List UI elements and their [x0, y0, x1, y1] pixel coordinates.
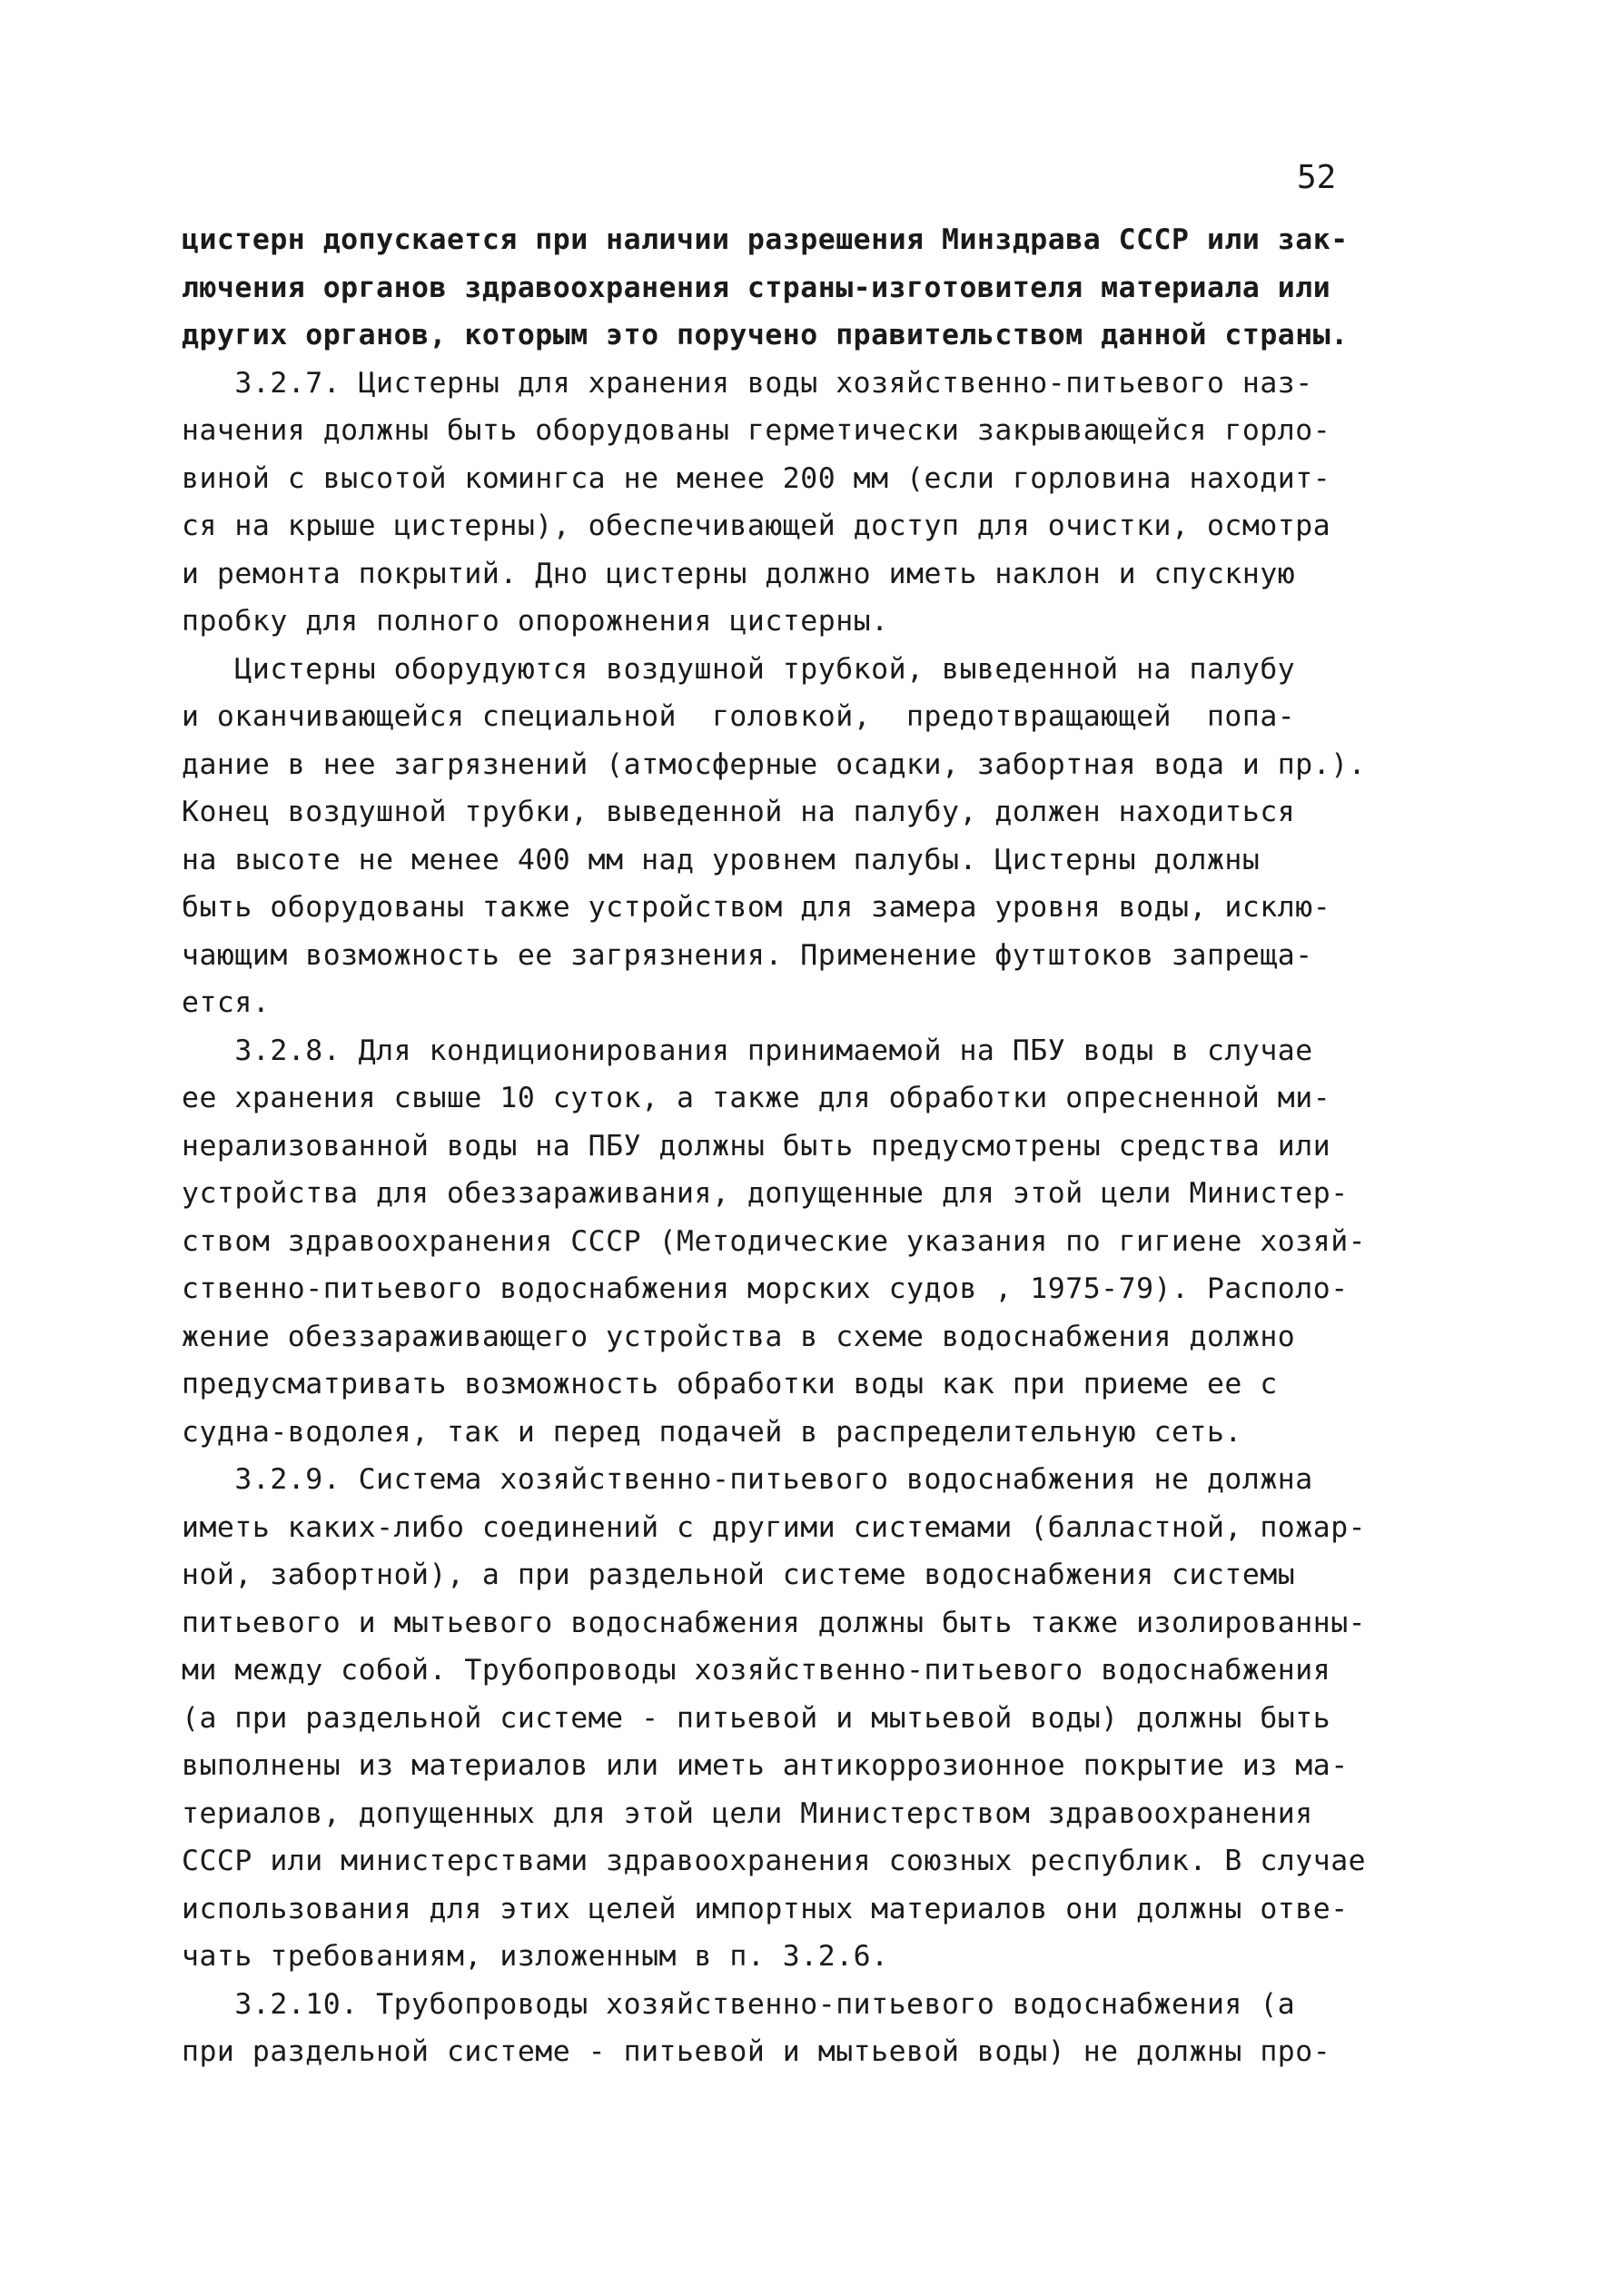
text-line: выполнены из материалов или иметь антикоррозионное покрытие из ма-	[182, 1749, 1349, 1782]
text-line: Цистерны оборудуются воздушной трубкой, выведенной на палубу	[182, 652, 1296, 686]
text-line: виной с высотой комингса не менее 200 мм (если горловина находит-	[182, 461, 1331, 495]
text-line: чающим возможность ее загрязнения. Применение футштоков запреща-	[182, 938, 1313, 972]
text-line: 3.2.9. Система хозяйственно-питьевого водоснабжения не должна	[182, 1463, 1313, 1496]
text-line: других органов, которым это поручено правительством данной страны.	[182, 319, 1349, 351]
text-line: Конец воздушной трубки, выведенной на палубу, должен находиться	[182, 796, 1296, 828]
text-line: ной, забортной), а при раздельной системе водоснабжения системы	[182, 1559, 1296, 1591]
text-line: 3.2.8. Для кондиционирования принимаемой на ПБУ воды в случае	[182, 1034, 1313, 1067]
text-line: при раздельной системе - питьевой и мытьевой воды) не должны про-	[182, 2035, 1331, 2068]
text-line: пробку для полного опорожнения цистерны.	[182, 605, 889, 638]
text-line: иметь каких-либо соединений с другими системами (балластной, пожар-	[182, 1510, 1367, 1544]
text-line: предусматривать возможность обработки воды как при приеме ее с	[182, 1368, 1278, 1400]
text-line: 3.2.10. Трубопроводы хозяйственно-питьевого водоснабжения (а	[182, 1987, 1296, 2021]
text-line: и оканчивающейся специальной головкой, предотвращающей попа-	[182, 700, 1296, 733]
text-line: ся на крыше цистерны), обеспечивающей доступ для очистки, осмотра	[182, 510, 1331, 542]
text-line: териалов, допущенных для этой цели Министерством здравоохранения	[182, 1796, 1313, 1830]
text-line: ством здравоохранения СССР (Методические указания по гигиене хозяй-	[182, 1224, 1367, 1258]
text-line: устройства для обеззараживания, допущенные для этой цели Министер-	[182, 1177, 1349, 1210]
text-line: ственно-питьевого водоснабжения морских судов , 1975-79). Располо-	[182, 1272, 1349, 1305]
text-line: жение обеззараживающего устройства в схеме водоснабжения должно	[182, 1320, 1296, 1353]
text-line: быть оборудованы также устройством для замера уровня воды, исклю-	[182, 891, 1331, 924]
text-line: ми между собой. Трубопроводы хозяйственно-питьевого водоснабжения	[182, 1654, 1331, 1687]
text-line: питьевого и мытьевого водоснабжения должны быть также изолированны-	[182, 1606, 1367, 1639]
text-line: цистерн допускается при наличии разрешения Минздрава СССР или зак-	[182, 223, 1349, 256]
text-line: 3.2.7. Цистерны для хранения воды хозяйственно-питьевого наз-	[182, 366, 1313, 400]
text-line: и ремонта покрытий. Дно цистерны должно иметь наклон и спускную	[182, 557, 1296, 590]
text-line: дание в нее загрязнений (атмосферные осадки, забортная вода и пр.).	[182, 747, 1367, 781]
text-line: судна-водолея, так и перед подачей в распределительную сеть.	[182, 1415, 1242, 1449]
text-line: лючения органов здравоохранения страны-изготовителя материала или	[182, 271, 1331, 304]
document-body	[182, 216, 1453, 2076]
text-line: чать требованиям, изложенным в п. 3.2.6.	[182, 1940, 889, 1973]
text-line: (а при раздельной системе - питьевой и мытьевой воды) должны быть	[182, 1701, 1331, 1735]
text-line: ется.	[182, 986, 271, 1019]
text-line: на высоте не менее 400 мм над уровнем палубы. Цистерны должны	[182, 843, 1261, 876]
text-line: использования для этих целей импортных материалов они должны отве-	[182, 1892, 1349, 1925]
text-line: СССР или министерствами здравоохранения союзных республик. В случае	[182, 1845, 1367, 1877]
text-line: ее хранения свыше 10 суток, а также для обработки опресненной ми-	[182, 1082, 1331, 1114]
text-line: начения должны быть оборудованы герметически закрывающейся горло-	[182, 414, 1331, 447]
page-number: 52	[1297, 159, 1337, 196]
text-line: нерализованной воды на ПБУ должны быть предусмотрены средства или	[182, 1129, 1331, 1163]
